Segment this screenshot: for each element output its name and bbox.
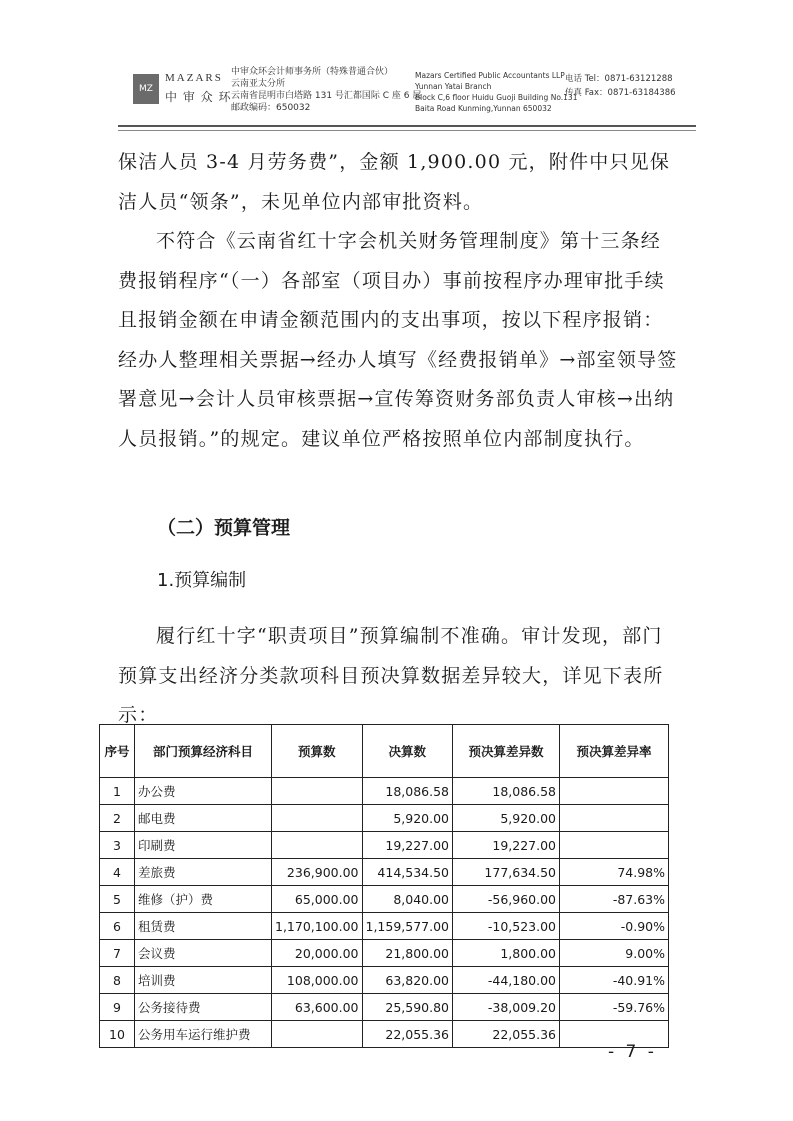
address-cn-line: 邮政编码：650032: [231, 103, 311, 113]
paragraph-1: [118, 143, 678, 222]
row-budget: [272, 778, 363, 805]
subsection-heading: 1.预算编制: [157, 570, 247, 591]
row-rate: -40.91%: [560, 967, 669, 994]
row-diff: -44,180.00: [453, 967, 560, 994]
row-budget: 65,000.00: [272, 886, 363, 913]
row-rate: [560, 805, 669, 832]
address-en-line: Baita Road Kunming,Yunnan 650032: [415, 104, 552, 113]
row-rate: [560, 832, 669, 859]
row-rate: -0.90%: [560, 913, 669, 940]
row-diff: -56,960.00: [453, 886, 560, 913]
row-final: 1,159,577.00: [362, 913, 453, 940]
row-final: 25,590.80: [362, 994, 453, 1021]
row-rate: [560, 778, 669, 805]
address-en-line: Mazars Certified Public Accountants LLP: [415, 71, 565, 80]
row-diff: 18,086.58: [453, 778, 560, 805]
row-index: 8: [100, 967, 135, 994]
row-diff: 1,800.00: [453, 940, 560, 967]
row-final: 19,227.00: [362, 832, 453, 859]
row-index: 1: [100, 778, 135, 805]
row-item: 印刷费: [135, 832, 272, 859]
col-header-item: 部门预算经济科目: [135, 725, 272, 778]
row-item: 培训费: [135, 967, 272, 994]
col-header-diff: 预决算差异数: [453, 725, 560, 778]
row-final: 63,820.00: [362, 967, 453, 994]
table-row: [100, 940, 669, 967]
row-diff: 19,227.00: [453, 832, 560, 859]
row-item: 公务用车运行维护费: [135, 1021, 272, 1048]
col-header-budget: 预算数: [272, 725, 363, 778]
phone-line: 电话 Tel：0871-63121288: [565, 74, 673, 84]
row-diff: 177,634.50: [453, 859, 560, 886]
contact-info: [565, 72, 695, 100]
paragraph-1-text: 保洁人员 3-4 月劳务费”，金额 1,900.00 元，附件中只见保洁人员“领条”，未见单位内部审批资料。: [118, 151, 671, 213]
col-header-rate: 预决算差异率: [560, 725, 669, 778]
row-final: 5,920.00: [362, 805, 453, 832]
row-item: 办公费: [135, 778, 272, 805]
table-row: [100, 805, 669, 832]
fax-line: 传真 Fax：0871-63184386: [565, 88, 676, 98]
row-diff: 22,055.36: [453, 1021, 560, 1048]
row-budget: 20,000.00: [272, 940, 363, 967]
row-final: 414,534.50: [362, 859, 453, 886]
row-index: 7: [100, 940, 135, 967]
row-diff: 5,920.00: [453, 805, 560, 832]
row-item: 租赁费: [135, 913, 272, 940]
table-row: [100, 859, 669, 886]
paragraph-2: [118, 222, 678, 459]
row-final: 8,040.00: [362, 886, 453, 913]
row-budget: 1,170,100.00: [272, 913, 363, 940]
header-divider-thin: [118, 130, 696, 131]
row-rate: 74.98%: [560, 859, 669, 886]
address-en-line: Yunnan Yatai Branch: [415, 82, 492, 91]
table-row: [100, 913, 669, 940]
row-diff: -10,523.00: [453, 913, 560, 940]
row-index: 2: [100, 805, 135, 832]
paragraph-3-text: 履行红十字“职责项目”预算编制不准确。审计发现，部门预算支出经济分类款项科目预决算数据差异较大，详见下表所示：: [118, 625, 664, 726]
address-cn-line: 云南亚太分所: [231, 79, 286, 89]
row-final: 22,055.36: [362, 1021, 453, 1048]
mazars-logo: MZ: [133, 74, 159, 104]
row-budget: 236,900.00: [272, 859, 363, 886]
address-en: [415, 70, 578, 114]
row-final: 18,086.58: [362, 778, 453, 805]
table-row: [100, 778, 669, 805]
row-budget: [272, 832, 363, 859]
row-rate: -59.76%: [560, 994, 669, 1021]
row-index: 6: [100, 913, 135, 940]
firm-name-cn: 中 审 众 环: [165, 90, 232, 104]
row-budget: 63,600.00: [272, 994, 363, 1021]
paragraph-3: [118, 617, 678, 736]
budget-variance-table: [99, 724, 669, 1048]
row-index: 9: [100, 994, 135, 1021]
row-item: 会议费: [135, 940, 272, 967]
table-row: [100, 967, 669, 994]
row-final: 21,800.00: [362, 940, 453, 967]
section-heading: （二）预算管理: [157, 517, 291, 539]
address-cn-line: 中审众环会计师事务所（特殊普通合伙）: [231, 67, 394, 77]
table-row: [100, 832, 669, 859]
address-cn-line: 云南省昆明市白塔路 131 号汇都国际 C 座 6 层: [231, 91, 422, 101]
letterhead: [133, 64, 693, 124]
row-index: 10: [100, 1021, 135, 1048]
row-item: 公务接待费: [135, 994, 272, 1021]
row-rate: -87.63%: [560, 886, 669, 913]
row-budget: 108,000.00: [272, 967, 363, 994]
row-rate: 9.00%: [560, 940, 669, 967]
row-item: 差旅费: [135, 859, 272, 886]
row-budget: [272, 1021, 363, 1048]
table-row: [100, 886, 669, 913]
col-header-index: 序号: [100, 725, 135, 778]
row-budget: [272, 805, 363, 832]
page-number: - 7 -: [608, 1042, 657, 1062]
row-item: 邮电费: [135, 805, 272, 832]
table-header-row: [100, 725, 669, 778]
row-index: 4: [100, 859, 135, 886]
firm-name-en: MAZARS: [165, 72, 223, 84]
row-index: 3: [100, 832, 135, 859]
table-row: [100, 994, 669, 1021]
table-row: [100, 1021, 669, 1048]
address-en-line: Block C,6 floor Huidu Guoji Building No.131: [415, 93, 578, 102]
row-item: 维修（护）费: [135, 886, 272, 913]
row-index: 5: [100, 886, 135, 913]
col-header-final: 决算数: [362, 725, 453, 778]
paragraph-2-text: 不符合《云南省红十字会机关财务管理制度》第十三条经费报销程序“（一）各部室（项目办）事前按程序办理审批手续且报销金额在申请金额范围内的支出事项，按以下程序报销：经办人整理相关票据→经办人填写《经费报销单》→部室领导签署意见→会计人员审核票据→宣传筹资财务部负责人审核→出纳人员报销。”的规定。建议单位严格按照单位内部制度执行。: [118, 230, 678, 450]
row-diff: -38,009.20: [453, 994, 560, 1021]
address-cn: [231, 66, 422, 114]
header-divider: [118, 125, 696, 127]
